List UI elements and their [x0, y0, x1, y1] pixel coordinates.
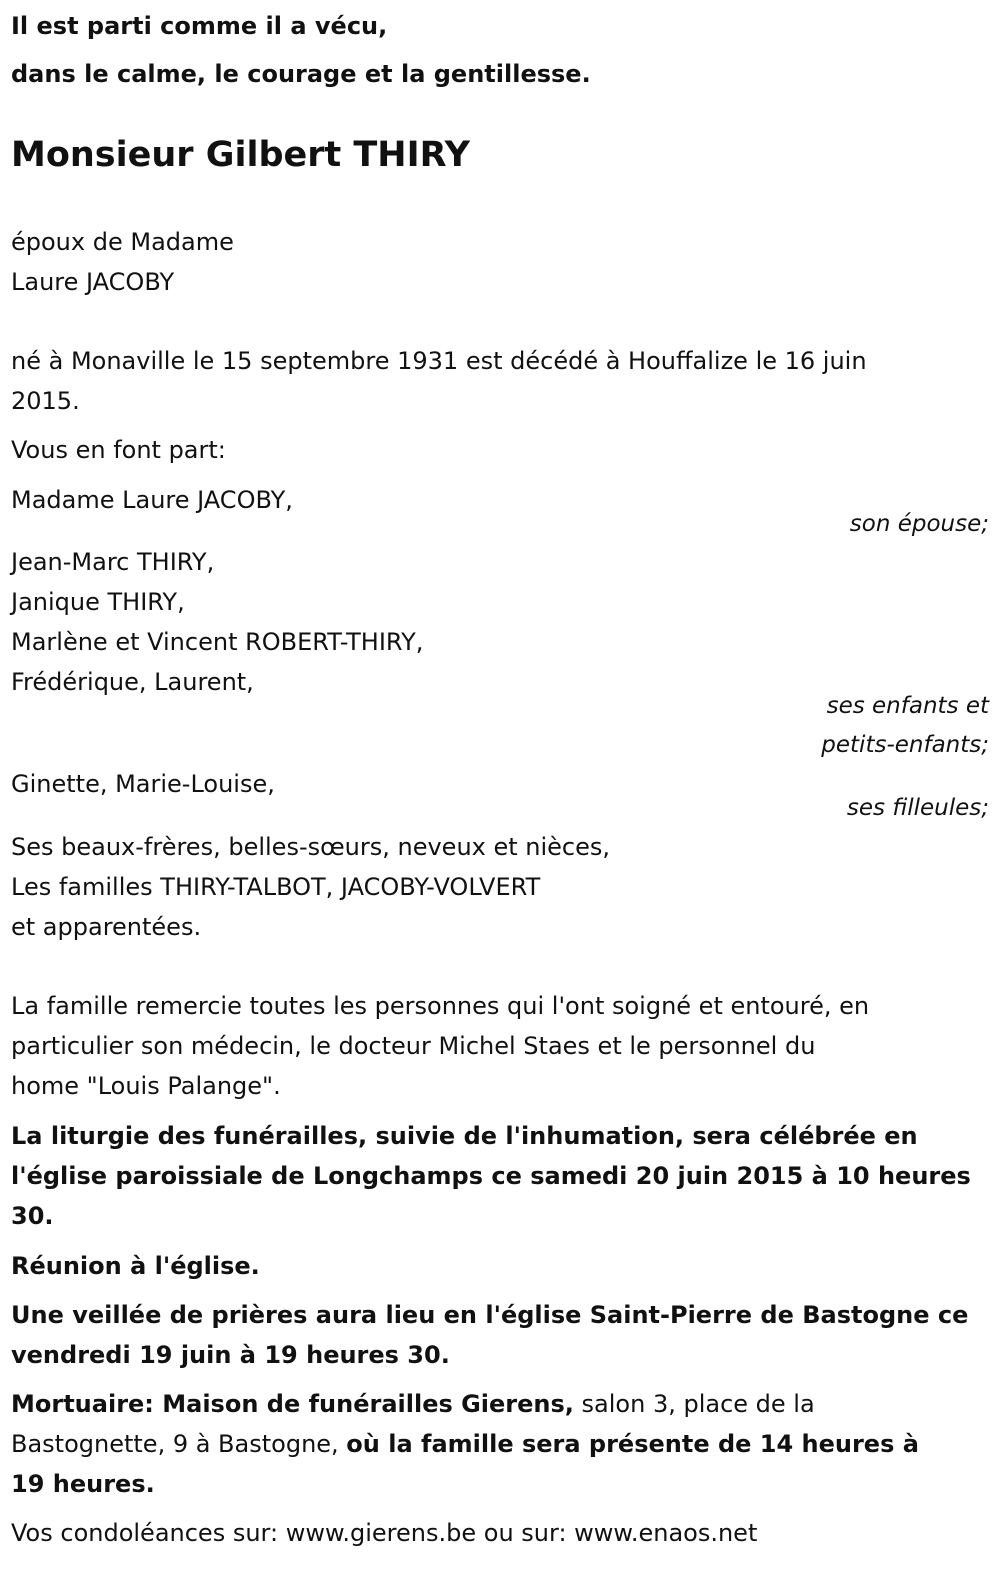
liturgy-line-1: La liturgie des funérailles, suivie de l'inhumation, sera célébrée en: [11, 1122, 918, 1150]
others-line: et apparentées.: [11, 913, 202, 941]
intro-line-1: Il est parti comme il a vécu,: [11, 12, 388, 40]
goddaughters-line: Ginette, Marie-Louise,: [11, 770, 275, 798]
thanks-line-2: particulier son médecin, le docteur Michel Staes et le personnel du: [11, 1032, 816, 1060]
spouse-line-1: époux de Madame: [11, 228, 234, 256]
announce-text: Vous en font part:: [11, 436, 226, 464]
condolences-text: Vos condoléances sur: www.gierens.be ou sur: www.enaos.net: [11, 1519, 758, 1547]
wife-name: Madame Laure JACOBY,: [11, 486, 293, 514]
vigil-line-2: vendredi 19 juin à 19 heures 30.: [11, 1341, 450, 1369]
children-role-line-1: ses enfants et: [826, 693, 989, 719]
child-line: Jean-Marc THIRY,: [11, 548, 215, 576]
spouse-line-2: Laure JACOBY: [11, 268, 175, 296]
goddaughters-role: ses filleules;: [846, 795, 989, 821]
intro-line-2: dans le calme, le courage et la gentillesse.: [11, 60, 591, 88]
thanks-line-1: La famille remercie toutes les personnes qui l'ont soigné et entouré, en: [11, 992, 870, 1020]
wife-role: son épouse;: [849, 511, 989, 537]
mortuary-address-part-1: salon 3, place de la: [573, 1390, 815, 1418]
family-presence: où la famille sera présente de 14 heures à: [346, 1430, 919, 1458]
birth-death-line-1: né à Monaville le 15 septembre 1931 est décédé à Houffalize le 16 juin: [11, 347, 867, 375]
thanks-line-3: home "Louis Palange".: [11, 1072, 281, 1100]
child-line: Marlène et Vincent ROBERT-THIRY,: [11, 628, 424, 656]
birth-death-line-2: 2015.: [11, 387, 80, 415]
child-line: Frédérique, Laurent,: [11, 668, 254, 696]
others-line: Les familles THIRY-TALBOT, JACOBY-VOLVERT: [11, 873, 541, 901]
mortuary-address-part-2: Bastognette, 9 à Bastogne,: [11, 1430, 347, 1458]
liturgy-line-2: l'église paroissiale de Longchamps ce samedi 20 juin 2015 à 10 heures: [11, 1162, 971, 1190]
child-line: Janique THIRY,: [11, 588, 185, 616]
vigil-line-1: Une veillée de prières aura lieu en l'église Saint-Pierre de Bastogne ce: [11, 1301, 969, 1329]
meeting-text: Réunion à l'église.: [11, 1252, 260, 1280]
mortuary-line-1: [11, 1384, 815, 1424]
mortuary-line-2: [11, 1424, 919, 1464]
liturgy-line-3: 30.: [11, 1202, 54, 1230]
others-line: Ses beaux-frères, belles-sœurs, neveux et nièces,: [11, 833, 611, 861]
deceased-name: Monsieur Gilbert THIRY: [11, 135, 470, 175]
children-role-line-2: petits-enfants;: [821, 732, 989, 758]
mortuary-line-3: 19 heures.: [11, 1470, 155, 1498]
mortuary-place: Mortuaire: Maison de funérailles Gierens,: [11, 1390, 574, 1418]
